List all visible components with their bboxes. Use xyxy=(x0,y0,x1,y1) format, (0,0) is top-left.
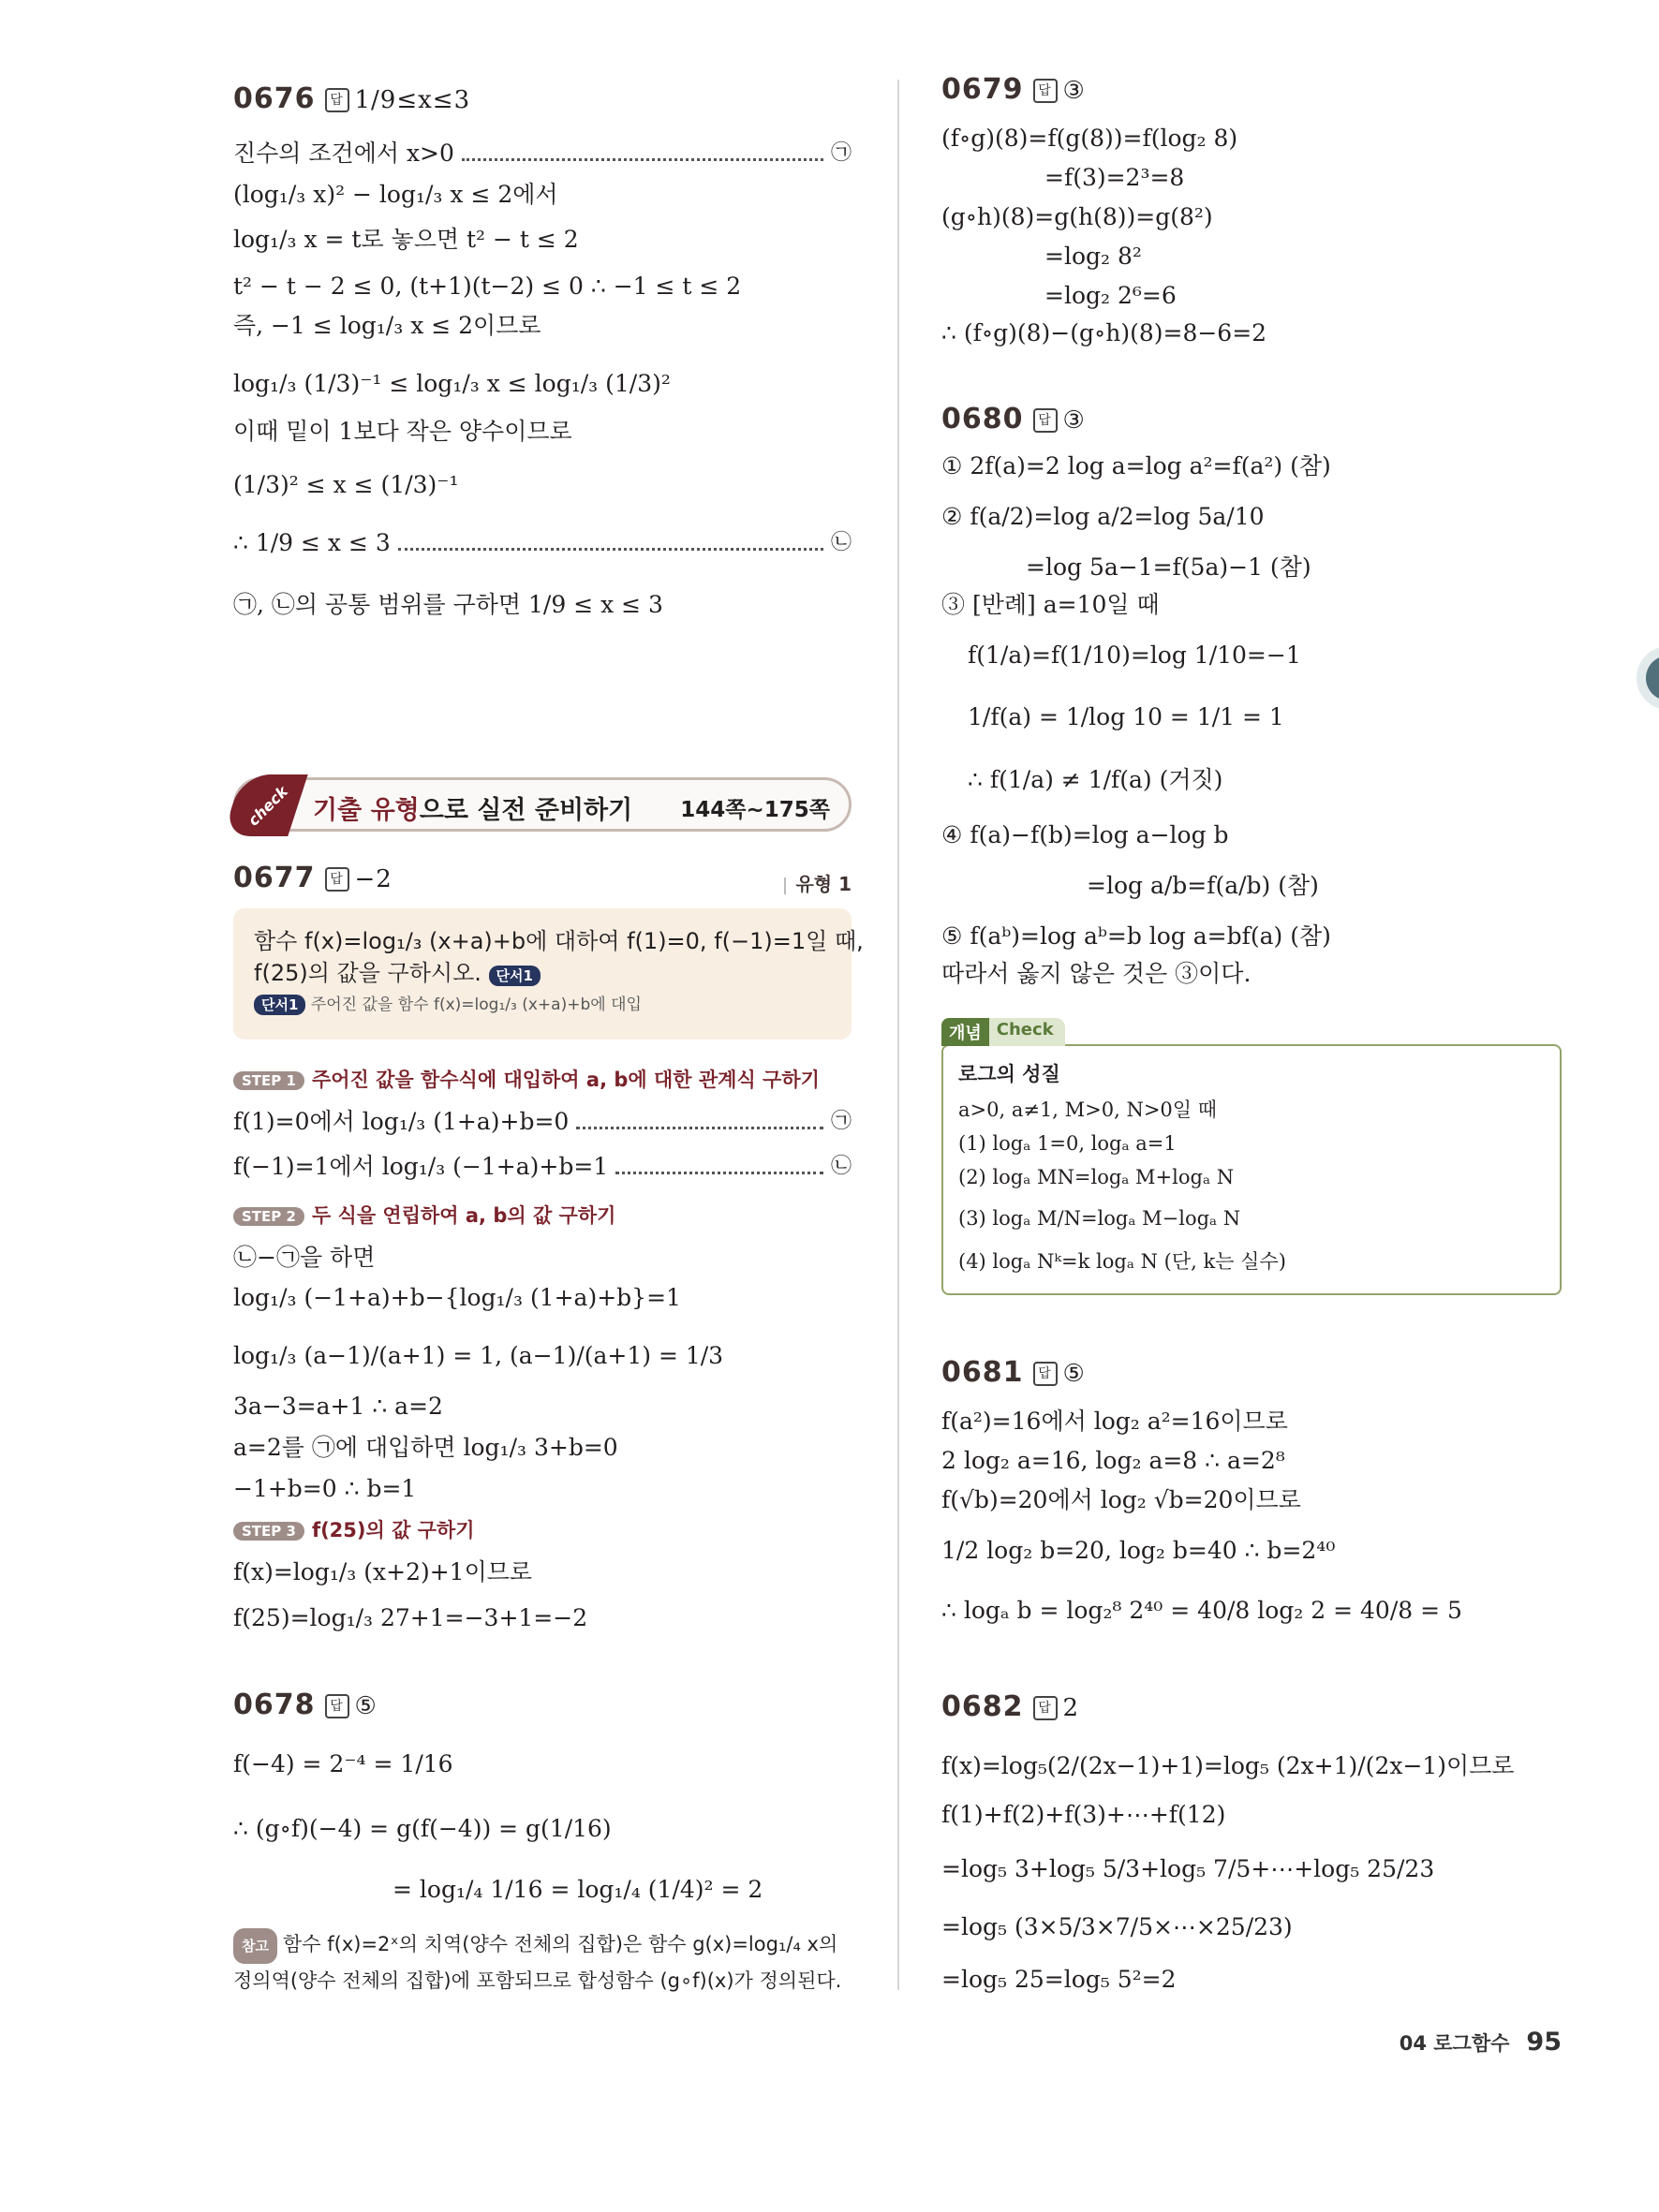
concept-item: (3) logₐ M/N=logₐ M−logₐ N xyxy=(958,1207,1241,1230)
solution-line: =log 5a−1=f(5a)−1 (참) xyxy=(1026,553,1311,581)
check-banner-title: 기출 유형으로 실전 준비하기 xyxy=(313,796,633,825)
solution-line: ∴ logₐ b = log₂⁸ 2⁴⁰ = 40/8 log₂ 2 = 40/8 = 5 xyxy=(941,1597,1462,1624)
check-badge-label: check xyxy=(244,782,291,830)
problem-0678-header xyxy=(233,1688,378,1721)
problem-number: 0679 xyxy=(941,73,1024,106)
answer: −2 xyxy=(354,865,393,893)
solution-line: 즉, −1 ≤ log₁/₃ x ≤ 2이므로 xyxy=(233,312,541,339)
solution-line: ① 2f(a)=2 log a=log a²=f(a²) (참) xyxy=(941,452,1331,479)
solution-line: ⑤ f(aᵇ)=log aᵇ=b log a=bf(a) (참) xyxy=(941,922,1331,950)
concept-item: (2) logₐ MN=logₐ M+logₐ N xyxy=(958,1166,1235,1188)
solution-line: = log₁/₄ 1/16 = log₁/₄ (1/4)² = 2 xyxy=(393,1876,763,1903)
solution-line: f(1/a)=f(1/10)=log 1/10=−1 xyxy=(968,641,1301,669)
problem-number: 0677 xyxy=(233,862,316,894)
problem-0682-header xyxy=(941,1690,1079,1723)
solution-line: f(−1)=1에서 log₁/₃ (−1+a)+b=1 ㉡ xyxy=(233,1153,852,1180)
check-banner xyxy=(233,777,852,832)
clue-line: 단서1 주어진 값을 함수 f(x)=log₁/₃ (x+a)+b에 대입 xyxy=(254,989,831,1021)
solution-line: f(1)+f(2)+f(3)+⋯+f(12) xyxy=(941,1801,1226,1828)
solution-line: ∴ (g∘f)(−4) = g(f(−4)) = g(1/16) xyxy=(233,1815,612,1842)
page-number: 95 xyxy=(1526,2028,1562,2057)
reference-note: 참고 함수 f(x)=2ˣ의 치역(양수 전체의 집합)은 함수 g(x)=log₁/₄ x의 정의역(양수 전체의 집합)에 포함되므로 합성함수 (g∘f)(x)가 정의된다. xyxy=(233,1927,852,1998)
answer-icon: 답 xyxy=(1033,1362,1058,1386)
step-1-heading: STEP 1 주어진 값을 함수식에 대입하여 a, b에 대한 관계식 구하기 xyxy=(233,1065,820,1093)
solution-line: (1/3)² ≤ x ≤ (1/3)⁻¹ xyxy=(233,471,459,498)
concept-item: (4) logₐ Nᵏ=k logₐ N (단, k는 실수) xyxy=(958,1250,1286,1273)
solution-line: (log₁/₃ x)² − log₁/₃ x ≤ 2에서 xyxy=(233,181,558,208)
solution-line: f(x)=log₁/₃ (x+2)+1이므로 xyxy=(233,1558,533,1585)
check-banner-pages: 144쪽~175쪽 xyxy=(680,798,830,822)
concept-title: 로그의 성질 xyxy=(958,1063,1060,1085)
problem-number: 0678 xyxy=(233,1688,316,1721)
answer-icon: 답 xyxy=(1033,79,1058,103)
problem-0677-header xyxy=(233,862,393,894)
answer: 2 xyxy=(1062,1694,1080,1722)
solution-line: =log₅ 25=log₅ 5²=2 xyxy=(941,1966,1177,1993)
concept-item: a>0, a≠1, M>0, N>0일 때 xyxy=(958,1099,1218,1121)
solution-line: −1+b=0 ∴ b=1 xyxy=(233,1475,417,1502)
problem-0680-header xyxy=(941,403,1086,435)
problem-number: 0680 xyxy=(941,403,1024,435)
clue-badge: 단서1 xyxy=(489,966,541,986)
solution-line: log₁/₃ (1/3)⁻¹ ≤ log₁/₃ x ≤ log₁/₃ (1/3)² xyxy=(233,370,671,397)
problem-number: 0681 xyxy=(941,1356,1024,1389)
solution-line: f(1)=0에서 log₁/₃ (1+a)+b=0 ㉠ xyxy=(233,1108,852,1135)
problem-number: 0682 xyxy=(941,1690,1024,1723)
answer-icon: 답 xyxy=(1033,408,1058,433)
question-text: f(25)의 값을 구하시오. 단서1 xyxy=(254,957,831,989)
side-tab-inner xyxy=(1646,656,1659,700)
concept-check-tab: 개념 Check xyxy=(941,1018,1065,1046)
answer: ⑤ xyxy=(354,1692,378,1720)
chapter-label: 04 로그함수 xyxy=(1399,2032,1510,2055)
column-divider xyxy=(897,80,899,1990)
solution-line: ∴ 1/9 ≤ x ≤ 3 ㉡ xyxy=(233,529,852,556)
solution-line: (f∘g)(8)=f(g(8))=f(log₂ 8) xyxy=(941,125,1238,152)
solution-line: ㉠, ㉡의 공통 범위를 구하면 1/9 ≤ x ≤ 3 xyxy=(233,591,663,618)
solution-line: f(a²)=16에서 log₂ a²=16이므로 xyxy=(941,1408,1288,1435)
solution-line: ∴ f(1/a) ≠ 1/f(a) (거짓) xyxy=(968,766,1223,793)
step-2-heading: STEP 2 두 식을 연립하여 a, b의 값 구하기 xyxy=(233,1201,615,1229)
answer-icon: 답 xyxy=(325,1694,349,1718)
solution-line: 따라서 옳지 않은 것은 ③이다. xyxy=(941,960,1252,987)
solution-line: 이때 밑이 1보다 작은 양수이므로 xyxy=(233,418,572,445)
solution-line: =f(3)=2³=8 xyxy=(1044,164,1185,191)
solution-line: =log₅ 3+log₅ 5/3+log₅ 7/5+⋯+log₅ 25/23 xyxy=(941,1855,1435,1882)
solution-line: ∴ (f∘g)(8)−(g∘h)(8)=8−6=2 xyxy=(941,319,1267,347)
problem-0676-header xyxy=(233,82,470,115)
answer: ③ xyxy=(1062,77,1086,105)
concept-item: (1) logₐ 1=0, logₐ a=1 xyxy=(958,1132,1177,1155)
solution-line: ㉡−㉠을 하면 xyxy=(233,1244,376,1271)
solution-line: 1/f(a) = 1/log 10 = 1/1 = 1 xyxy=(968,703,1284,730)
step-3-heading: STEP 3 f(25)의 값 구하기 xyxy=(233,1515,475,1543)
solution-line: =log₂ 8² xyxy=(1044,243,1142,270)
answer-icon: 답 xyxy=(325,88,349,112)
solution-line: ④ f(a)−f(b)=log a−log b xyxy=(941,821,1229,848)
question-text: 함수 f(x)=log₁/₃ (x+a)+b에 대하여 f(1)=0, f(−1)=1일 때, xyxy=(254,928,864,954)
solution-line: log₁/₃ (−1+a)+b−{log₁/₃ (1+a)+b}=1 xyxy=(233,1284,681,1311)
solution-line: ③ [반례] a=10일 때 xyxy=(941,591,1160,618)
answer: ⑤ xyxy=(1062,1360,1086,1388)
answer-icon: 답 xyxy=(1033,1696,1058,1720)
problem-0681-header xyxy=(941,1356,1086,1389)
solution-line: log₁/₃ x = t로 놓으면 t² − t ≤ 2 xyxy=(233,226,579,253)
question-box xyxy=(233,908,864,1040)
chapter-side-tab[interactable] xyxy=(1637,646,1659,710)
solution-line: f(x)=log₅(2/(2x−1)+1)=log₅ (2x+1)/(2x−1)이므로 xyxy=(941,1752,1515,1779)
problem-0679-header xyxy=(941,73,1086,106)
clue-badge: 단서1 xyxy=(254,995,305,1015)
solution-line: =log₅ (3×5/3×7/5×⋯×25/23) xyxy=(941,1913,1293,1940)
answer-icon: 답 xyxy=(325,867,349,892)
answer: ③ xyxy=(1062,406,1086,435)
solution-line: =log a/b=f(a/b) (참) xyxy=(1087,872,1319,899)
solution-line: =log₂ 2⁶=6 xyxy=(1044,282,1177,309)
solution-line: 1/2 log₂ b=20, log₂ b=40 ∴ b=2⁴⁰ xyxy=(941,1537,1336,1564)
type-tag: 유형 1 xyxy=(784,869,852,896)
solution-line: 2 log₂ a=16, log₂ a=8 ∴ a=2⁸ xyxy=(941,1447,1285,1474)
answer: 1/9≤x≤3 xyxy=(354,86,471,114)
solution-line: 진수의 조건에서 x>0 ㉠ xyxy=(233,140,852,167)
problem-number: 0676 xyxy=(233,82,316,115)
solution-line: a=2를 ㉠에 대입하면 log₁/₃ 3+b=0 xyxy=(233,1434,618,1461)
solution-line: f(√b)=20에서 log₂ √b=20이므로 xyxy=(941,1486,1301,1513)
solution-line: (g∘h)(8)=g(h(8))=g(8²) xyxy=(941,203,1213,230)
solution-line: f(−4) = 2⁻⁴ = 1/16 xyxy=(233,1750,453,1777)
solution-line: f(25)=log₁/₃ 27+1=−3+1=−2 xyxy=(233,1604,588,1631)
solution-line: t² − t − 2 ≤ 0, (t+1)(t−2) ≤ 0 ∴ −1 ≤ t ≤ 2 xyxy=(233,273,742,300)
solution-line: log₁/₃ (a−1)/(a+1) = 1, (a−1)/(a+1) = 1/3 xyxy=(233,1342,724,1369)
solution-line: ② f(a/2)=log a/2=log 5a/10 xyxy=(941,503,1265,530)
concept-check-box xyxy=(941,1020,1562,1295)
page-footer xyxy=(1400,2028,1562,2057)
solution-line: 3a−3=a+1 ∴ a=2 xyxy=(233,1393,443,1420)
